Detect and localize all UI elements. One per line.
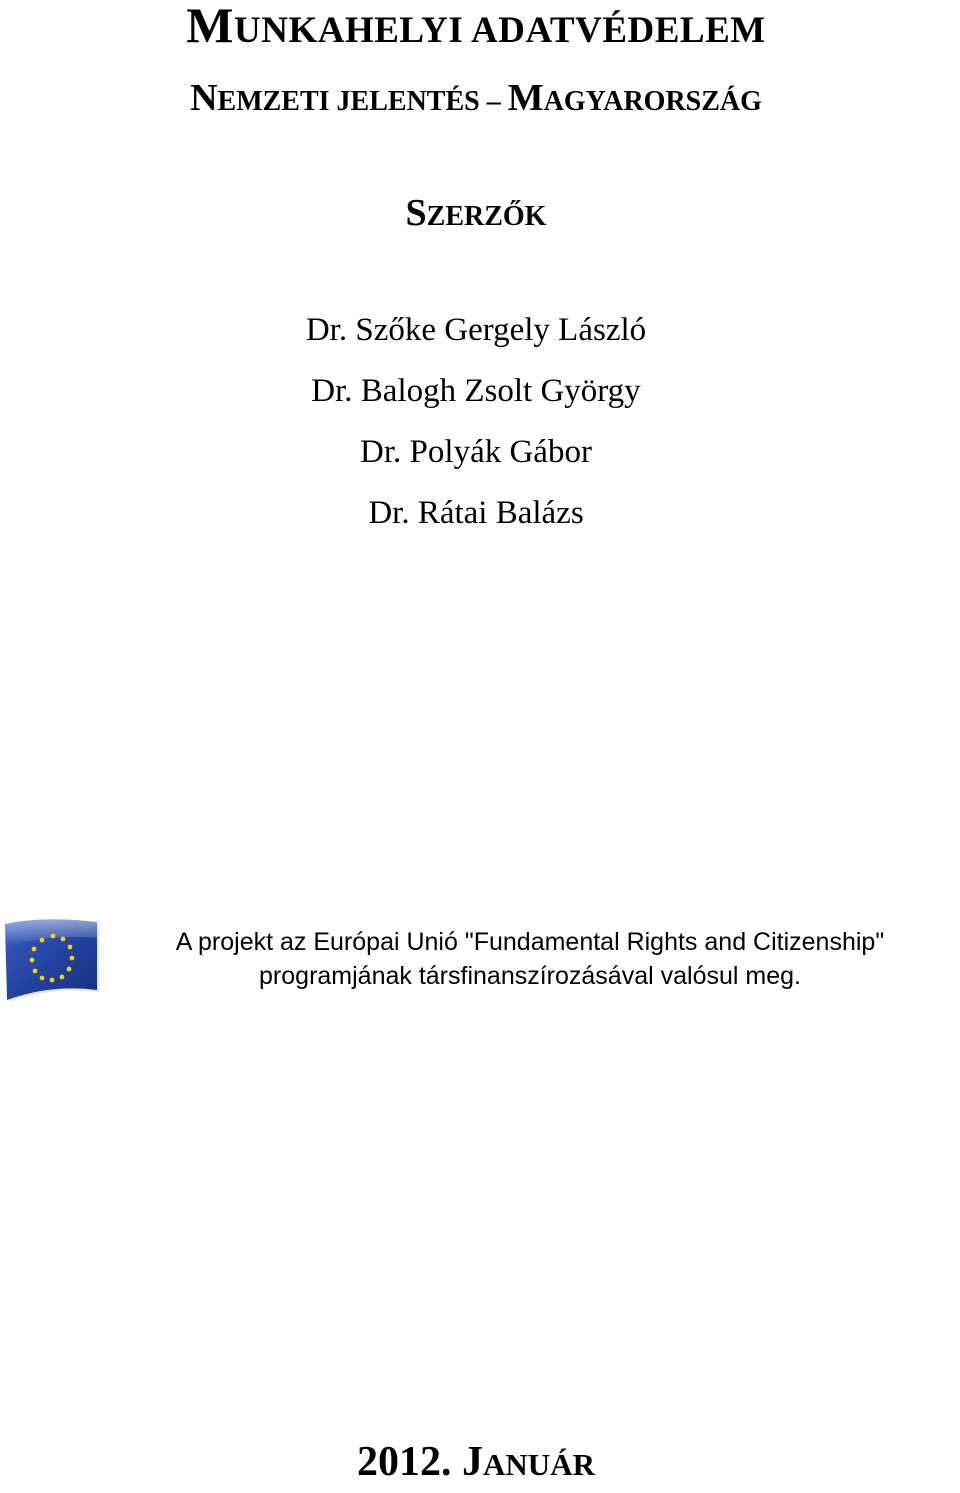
- author-list: [0, 300, 952, 544]
- funding-note: [100, 925, 960, 993]
- author-name: Dr. Rátai Balázs: [368, 495, 584, 531]
- document-subtitle: [0, 78, 952, 123]
- author-name: Dr. Balogh Zsolt György: [311, 373, 641, 409]
- funding-note-line: programjának társfinanszírozásával valósul meg.: [259, 962, 801, 990]
- title-rest: UNKAHELYI ADATVÉDELEM: [234, 10, 766, 51]
- funding-note-line: A projekt az Európai Unió "Fundamental Rights and Citizenship": [175, 928, 885, 956]
- date-month-initial: J: [462, 1439, 484, 1485]
- author-name: Dr. Polyák Gábor: [360, 434, 592, 470]
- authors-heading: [0, 192, 952, 241]
- publication-date: [0, 1440, 952, 1493]
- document-title: [0, 0, 952, 56]
- title-initial: M: [186, 0, 234, 53]
- subtitle-part1-rest: EMZETI JELENTÉS: [217, 86, 480, 117]
- authors-heading-initial: S: [405, 192, 427, 234]
- date-year: 2012.: [357, 1439, 452, 1485]
- subtitle-part1-initial: N: [190, 77, 218, 119]
- subtitle-part2-initial: M: [507, 77, 544, 119]
- subtitle-dash: –: [479, 86, 508, 117]
- date-month-rest: ANUÁR: [483, 1447, 595, 1482]
- authors-heading-rest: ZERZŐK: [426, 201, 547, 232]
- subtitle-part2-rest: AGYARORSZÁG: [543, 86, 762, 117]
- author-name: Dr. Szőke Gergely László: [305, 312, 647, 348]
- eu-flag-icon: [3, 916, 101, 1006]
